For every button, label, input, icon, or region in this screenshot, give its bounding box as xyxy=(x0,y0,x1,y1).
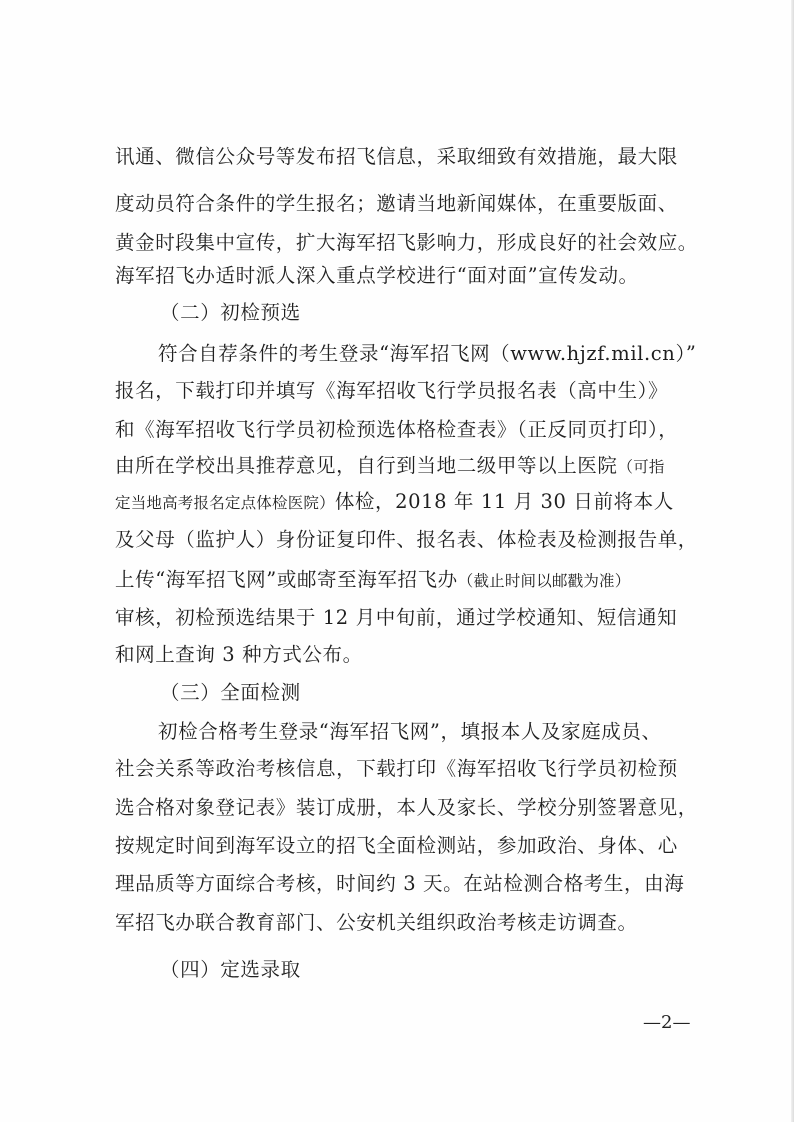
body-text-line xyxy=(115,449,695,483)
body-text-line: 社会关系等政治考核信息，下载打印《海军招收飞行学员初检预 xyxy=(115,757,678,780)
body-text-line xyxy=(115,485,695,519)
section-heading-final-admission: （四）定选录取 xyxy=(160,958,301,981)
small-note-text: （可指 xyxy=(617,458,665,476)
body-text-line: 黄金时段集中宣传，扩大海军招飞影响力，形成良好的社会效应。 xyxy=(115,231,698,254)
small-note-text: 定当地高考报名定点体检医院） xyxy=(115,494,335,512)
body-text-line: 军招飞办联合教育部门、公安机关组织政治考核走访调查。 xyxy=(115,911,638,934)
body-text-segment: 体检，2018 年 11 月 30 日前将本人 xyxy=(334,490,674,513)
body-text-line: 审核，初检预选结果于 12 月中旬前，通过学校通知、短信通知 xyxy=(115,606,678,629)
body-text-line: 初检合格考生登录“海军招飞网”，填报本人及家庭成员、 xyxy=(158,720,662,743)
body-text-line: 讯通、微信公众号等发布招飞信息，采取细致有效措施，最大限 xyxy=(115,145,678,168)
body-text-line: 符合自荐条件的考生登录“海军招飞网（www.hjzf.mil.cn）” xyxy=(158,342,697,365)
body-text-line: 和《海军招收飞行学员初检预选体格检查表》（正反同页打印）， xyxy=(115,418,679,441)
body-text-line: 按规定时间到海军设立的招飞全面检测站，参加政治、身体、心 xyxy=(115,834,678,857)
body-text-segment: 上传“海军招飞网”或邮寄至海军招飞办 xyxy=(115,568,458,591)
body-text-line: 度动员符合条件的学生报名；邀请当地新闻媒体，在重要版面、 xyxy=(115,192,678,215)
section-heading-initial-screening: （二）初检预选 xyxy=(160,301,301,324)
body-text-line: 和网上查询 3 种方式公布。 xyxy=(115,643,363,666)
body-text-segment: 由所在学校出具推荐意见，自行到当地二级甲等以上医院 xyxy=(115,454,618,477)
body-text-line: 海军招飞办适时派人深入重点学校进行“面对面”宣传发动。 xyxy=(115,264,639,287)
body-text-line: 报名，下载打印并填写《海军招收飞行学员报名表（高中生）》 xyxy=(115,379,669,402)
body-text-line: 选合格对象登记表》装订成册，本人及家长、学校分别签署意见， xyxy=(115,796,698,819)
body-text-line: 及父母（监护人）身份证复印件、报名表、体检表及检测报告单， xyxy=(115,528,698,551)
page-number: —2— xyxy=(643,1012,691,1033)
body-text-line xyxy=(115,563,695,597)
small-note-text: （截止时间以邮戳为准） xyxy=(457,572,631,590)
section-heading-full-testing: （三）全面检测 xyxy=(160,681,301,704)
body-text-line: 理品质等方面综合考核，时间约 3 天。在站检测合格考生，由海 xyxy=(115,872,685,895)
